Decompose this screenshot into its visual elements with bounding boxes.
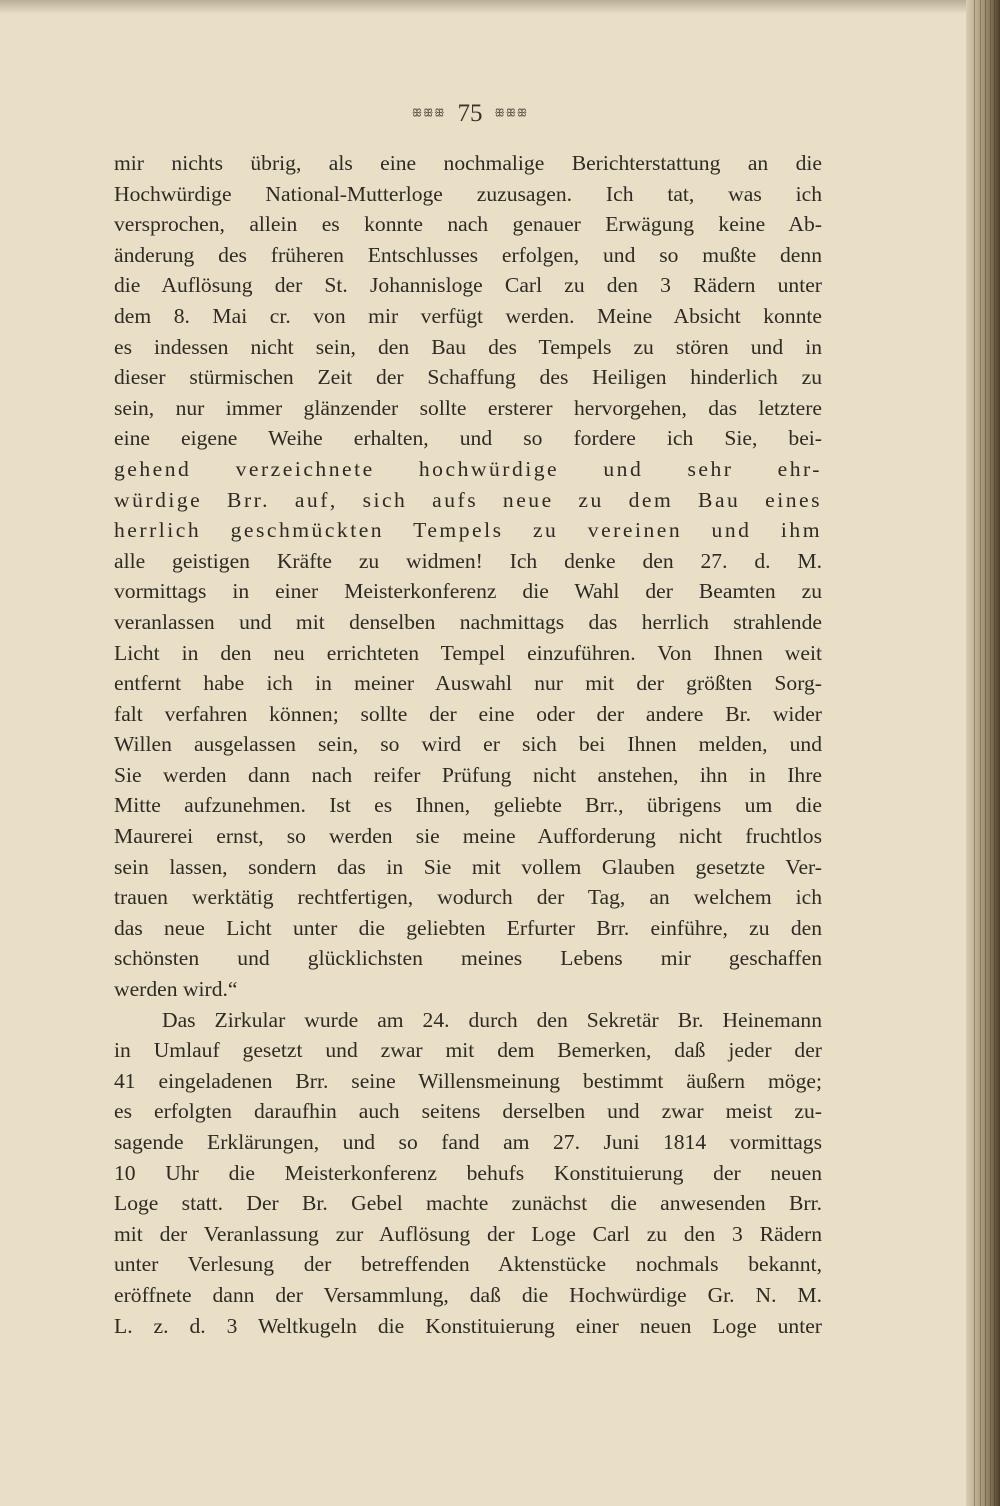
text-line: werden wird.“ bbox=[114, 977, 238, 1002]
text-line: vormittags in einer Meisterkonferenz die Wahl der Beamten zu bbox=[114, 579, 822, 604]
text-line: Mitte aufzunehmen. Ist es Ihnen, geliebte Brr., übrigens um die bbox=[114, 793, 822, 818]
page-number: 75 bbox=[457, 100, 483, 127]
text-line: in Umlauf gesetzt und zwar mit dem Bemerken, daß jeder der bbox=[114, 1038, 822, 1063]
text-line: es indessen nicht sein, den Bau des Tempels zu stören und in bbox=[114, 334, 822, 359]
header-ornament-left: ꕥꕥꕥ bbox=[411, 107, 446, 120]
body-text bbox=[114, 148, 822, 1341]
text-line: änderung des früheren Entschlusses erfolgen, und so mußte denn bbox=[114, 242, 822, 267]
text-line: unter Verlesung der betreffenden Aktenstücke nochmals bekannt, bbox=[114, 1252, 822, 1277]
text-line: Hochwürdige National-Mutterloge zuzusagen. Ich tat, was ich bbox=[114, 181, 822, 206]
text-line: sein lassen, sondern das in Sie mit vollem Glauben gesetzte Ver- bbox=[114, 854, 822, 879]
text-line: es erfolgten daraufhin auch seitens derselben und zwar meist zu- bbox=[114, 1099, 822, 1124]
text-line: Willen ausgelassen sein, so wird er sich bei Ihnen melden, und bbox=[114, 732, 822, 757]
text-line: Licht in den neu errichteten Tempel einzuführen. Von Ihnen weit bbox=[114, 640, 822, 665]
text-line: trauen werktätig rechtfertigen, wodurch der Tag, an welchem ich bbox=[114, 885, 822, 910]
text-line: Maurerei ernst, so werden sie meine Aufforderung nicht fruchtlos bbox=[114, 824, 822, 849]
text-line: Das Zirkular wurde am 24. durch den Sekretär Br. Heinemann bbox=[162, 1007, 822, 1032]
text-line: dem 8. Mai cr. von mir verfügt werden. Meine Absicht konnte bbox=[114, 303, 822, 328]
text-line: das neue Licht unter die geliebten Erfurter Brr. einführe, zu den bbox=[114, 915, 822, 940]
text-line: mir nichts übrig, als eine nochmalige Berichterstattung an die bbox=[114, 151, 822, 175]
header-ornament-right: ꕥꕥꕥ bbox=[494, 107, 529, 120]
text-line: entfernt habe ich in meiner Auswahl nur mit der größten Sorg- bbox=[114, 671, 822, 696]
text-line: L. z. d. 3 Weltkugeln die Konstituierung einer neuen Loge unter bbox=[114, 1313, 822, 1338]
text-line: eine eigene Weihe erhalten, und so fordere ich Sie, bei- bbox=[114, 426, 822, 451]
text-line-spaced: würdige Brr. auf, sich aufs neue zu dem Bau eines bbox=[114, 487, 822, 512]
book-page-edge bbox=[966, 0, 1000, 1506]
text-line: sagende Erklärungen, und so fand am 27. Juni 1814 vormittags bbox=[114, 1130, 822, 1154]
text-line: falt verfahren können; sollte der eine oder der andere Br. wider bbox=[114, 701, 822, 726]
text-line: die Auflösung der St. Johannisloge Carl zu den 3 Rädern unter bbox=[114, 273, 822, 298]
text-line: schönsten und glücklichsten meines Lebens mir geschaffen bbox=[114, 946, 822, 971]
text-line: Sie werden dann nach reifer Prüfung nicht anstehen, ihn in Ihre bbox=[114, 762, 822, 787]
text-line: sein, nur immer glänzender sollte ersterer hervorgehen, das letztere bbox=[114, 395, 822, 420]
text-line: mit der Veranlassung zur Auflösung der Loge Carl zu den 3 Rädern bbox=[114, 1221, 822, 1246]
page-header bbox=[0, 100, 940, 128]
text-line-spaced: herrlich geschmückten Tempels zu vereinen und ihm bbox=[114, 518, 822, 543]
text-line: veranlassen und mit denselben nachmittags das herrlich strahlende bbox=[114, 609, 822, 634]
text-line: alle geistigen Kräfte zu widmen! Ich denke den 27. d. M. bbox=[114, 548, 822, 573]
text-line: Loge statt. Der Br. Gebel machte zunächst die anwesenden Brr. bbox=[114, 1191, 822, 1216]
text-line: 41 eingeladenen Brr. seine Willensmeinung bestimmt äußern möge; bbox=[114, 1068, 822, 1093]
text-line-spaced: gehend verzeichnete hochwürdige und sehr ehr- bbox=[114, 456, 822, 481]
text-line: 10 Uhr die Meisterkonferenz behufs Konstituierung der neuen bbox=[114, 1160, 822, 1185]
text-line: dieser stürmischen Zeit der Schaffung des Heiligen hinderlich zu bbox=[114, 365, 822, 390]
text-line: eröffnete dann der Versammlung, daß die Hochwürdige Gr. N. M. bbox=[114, 1282, 822, 1307]
page-top-shadow bbox=[0, 0, 1000, 14]
text-line: versprochen, allein es konnte nach genauer Erwägung keine Ab- bbox=[114, 212, 822, 237]
